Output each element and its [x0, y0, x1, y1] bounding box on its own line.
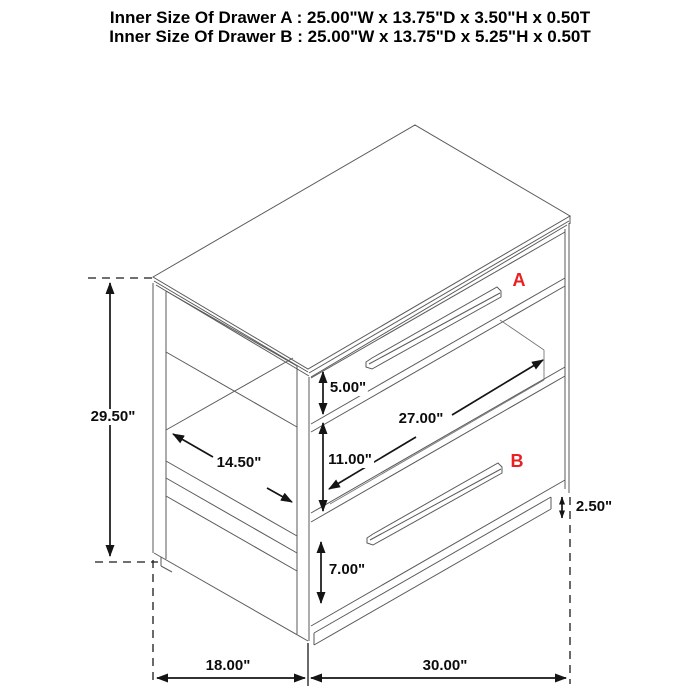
dimension-label-drawer-a-height: 5.00": [329, 379, 367, 396]
dimension-label-shelf-width: 27.00": [398, 410, 444, 427]
drawer-b-handle: [367, 463, 502, 545]
left-face-interior-line: [166, 358, 293, 430]
left-face-bottom-edge: [154, 553, 308, 641]
drawer-b-marker: B: [510, 451, 524, 471]
drawer-a-marker: A: [512, 270, 526, 290]
dimension-label-shelf-height: 11.00": [328, 451, 372, 468]
dimension-label-base-height: 2.50": [575, 498, 613, 515]
shelf-bottom-edge: [166, 478, 297, 553]
niche-floor-back-edge: [330, 380, 544, 504]
shelf-top-edge: [166, 461, 297, 536]
dimension-label-shelf-depth: 14.50": [216, 454, 262, 471]
niche-depth-dimension-line-1: [173, 434, 213, 457]
dimension-label-drawer-b-height: 7.00": [328, 561, 366, 578]
left-face-upper-band-bottom: [166, 352, 297, 427]
foot-notch-diagonal: [161, 566, 172, 572]
dimension-label-overall-depth: 18.00": [205, 657, 251, 674]
drawer-a-inner-size-text: Inner Size Of Drawer A : 25.00"W x 13.75"D x 3.50"H x 0.50T: [109, 8, 591, 27]
dimension-label-overall-width: 30.00": [422, 657, 468, 674]
drawer-b-inner-size-text: Inner Size Of Drawer B : 25.00"W x 13.75"D x 5.25"H x 0.50T: [109, 27, 591, 46]
niche-depth-dimension-line-2: [267, 488, 292, 502]
niche-interior-corner: [500, 320, 544, 350]
bottom-band-top-edge: [166, 496, 297, 571]
dimension-label-overall-height: 29.50": [90, 408, 136, 425]
drawer-b-handle-crease: [370, 469, 501, 540]
top-panel: [153, 125, 570, 369]
